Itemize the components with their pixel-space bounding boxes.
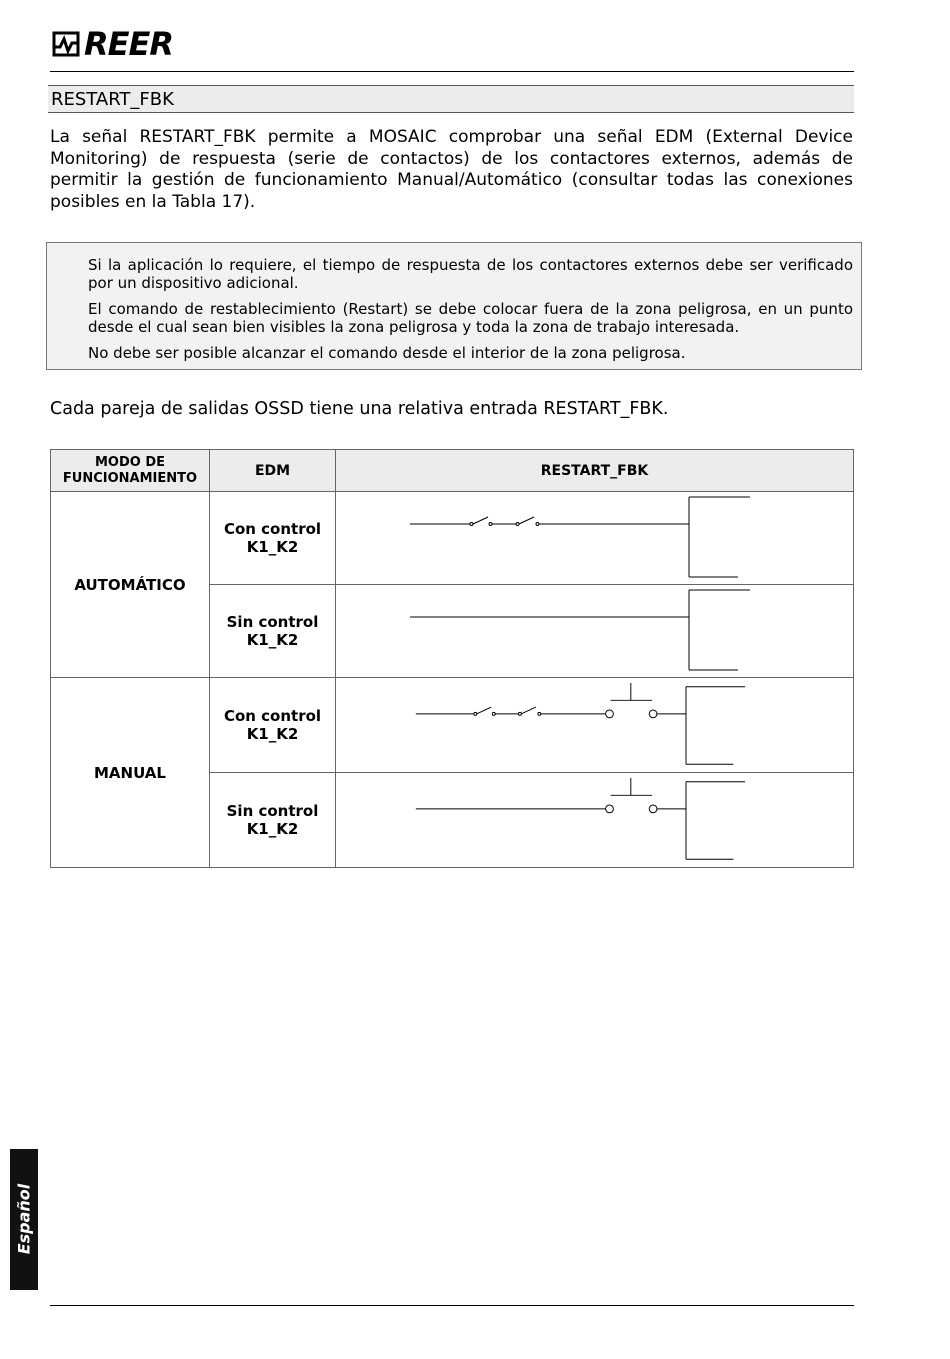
logo-text: REER [84, 25, 173, 63]
edm-cell: Sin control K1_K2 [210, 585, 336, 678]
diagram-cell [336, 773, 854, 868]
reer-logo [52, 26, 173, 62]
mode-cell-automatic: AUTOMÁTICO [51, 492, 210, 678]
k1k2-contacts-pushbutton-diagram [336, 679, 853, 771]
body-paragraph: La señal RESTART_FBK permite a MOSAIC comprobar una señal EDM (External Device Monitoring) de respuesta (serie de contactos) de los contactores externos, además de permitir la gestión de funcionamiento Manual/Automático (consultar todas las conexiones posibles en la Tabla 17). [50, 127, 853, 212]
mode-cell-manual: MANUAL [51, 678, 210, 868]
intro-text: Cada pareja de salidas OSSD tiene una relativa entrada RESTART_FBK. [50, 399, 669, 419]
edm-cell: Con control K1_K2 [210, 678, 336, 773]
restart-fbk-table [50, 449, 854, 868]
edm-cell: Sin control K1_K2 [210, 773, 336, 868]
header-rule [50, 71, 854, 72]
language-side-tab [10, 1149, 38, 1290]
diagram-cell [336, 678, 854, 773]
pushbutton-diagram [336, 774, 853, 866]
edm-cell: Con control K1_K2 [210, 492, 336, 585]
table-row [51, 492, 854, 585]
table-header-row [51, 450, 854, 492]
header-restart: RESTART_FBK [336, 450, 854, 492]
diagram-cell [336, 492, 854, 585]
reer-logo-mark-icon [52, 29, 82, 59]
footer-rule [50, 1305, 854, 1306]
note-3: No debe ser posible alcanzar el comando desde el interior de la zona peligrosa. [88, 344, 686, 362]
note-1: Si la aplicación lo requiere, el tiempo de respuesta de los contactores externos debe ser verificado por un dispositivo adicional. [88, 256, 853, 292]
k1k2-contacts-diagram [336, 492, 853, 584]
section-title: RESTART_FBK [48, 85, 854, 113]
diagram-cell [336, 585, 854, 678]
language-label: Español [14, 1183, 34, 1255]
header-edm: EDM [210, 450, 336, 492]
header-mode: MODO DE FUNCIONAMIENTO [51, 450, 210, 492]
direct-wire-diagram [336, 585, 853, 677]
note-2: El comando de restablecimiento (Restart) se debe colocar fuera de la zona peligrosa, en un punto desde el cual sean bien visibles la zona peligrosa y toda la zona de trabajo interesada. [88, 300, 853, 336]
table-row [51, 678, 854, 773]
